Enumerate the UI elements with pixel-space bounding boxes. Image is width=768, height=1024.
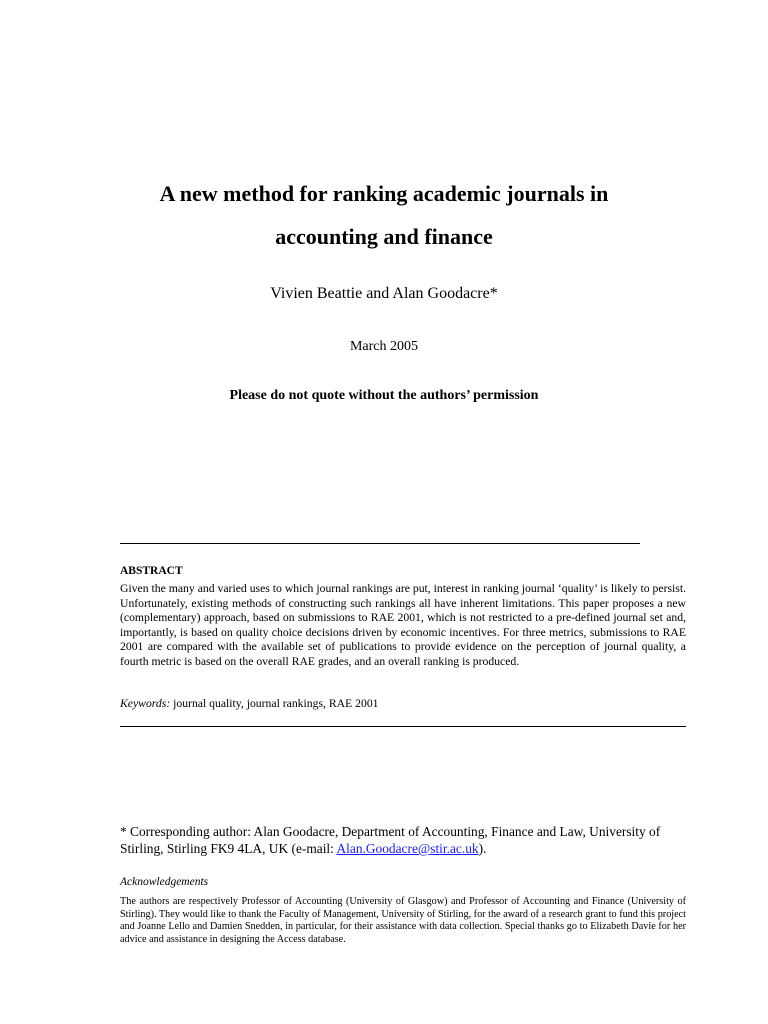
keywords-label: Keywords: — [120, 697, 171, 710]
acknowledgements-body: The authors are respectively Professor of Accounting (University of Glasgow) and Professor of Accounting and Finance (University of Stirling). They would like to thank the Faculty of Management, University of Stirling, for the award of a research grant to fund this project and Joanne Lello and Damien Snedden, in particular, for their assistance with data collection. Special thanks go to Elizabeth Davie for her advice and assistance in designing the Access database. — [120, 896, 686, 945]
email-link[interactable]: Alan.Goodacre@stir.ac.uk — [336, 841, 479, 856]
corresponding-text-end: ). — [478, 841, 487, 856]
abstract-heading: ABSTRACT — [120, 565, 183, 577]
paper-title — [100, 172, 668, 258]
authors: Vivien Beattie and Alan Goodacre* — [270, 285, 498, 302]
keywords-text: journal quality, journal rankings, RAE 2001 — [170, 697, 379, 710]
abstract-bottom-divider — [120, 726, 686, 727]
title-line-2: accounting and finance — [275, 224, 493, 249]
abstract-body: Given the many and varied uses to which journal rankings are put, interest in ranking journal ‘quality’ is likely to persist. Unfortunately, existing methods of constructing such rankings all have inherent limitations. This paper proposes a new (complementary) approach, based on submissions to RAE 2001, which is not restricted to a pre-defined journal set and, importantly, is based on quality choice decisions driven by economic incentives. For three metrics, submissions to RAE 2001 are compared with the available set of publications to provide evidence on the perception of journal quality, a fourth metric is based on the overall RAE grades, and an overall ranking is produced. — [120, 582, 686, 668]
acknowledgements-heading: Acknowledgements — [120, 876, 209, 888]
title-line-1: A new method for ranking academic journals in — [159, 181, 609, 206]
keywords — [120, 697, 686, 710]
quote-notice: Please do not quote without the authors’ permission — [229, 388, 539, 403]
corresponding-text: * Corresponding author: Alan Goodacre, Department of Accounting, Finance and Law, University of Stirling, Stirling FK9 4LA, UK (e-mail: — [120, 824, 661, 856]
abstract-top-divider — [120, 543, 640, 544]
corresponding-author-note — [120, 823, 688, 857]
publication-date: March 2005 — [349, 339, 419, 354]
